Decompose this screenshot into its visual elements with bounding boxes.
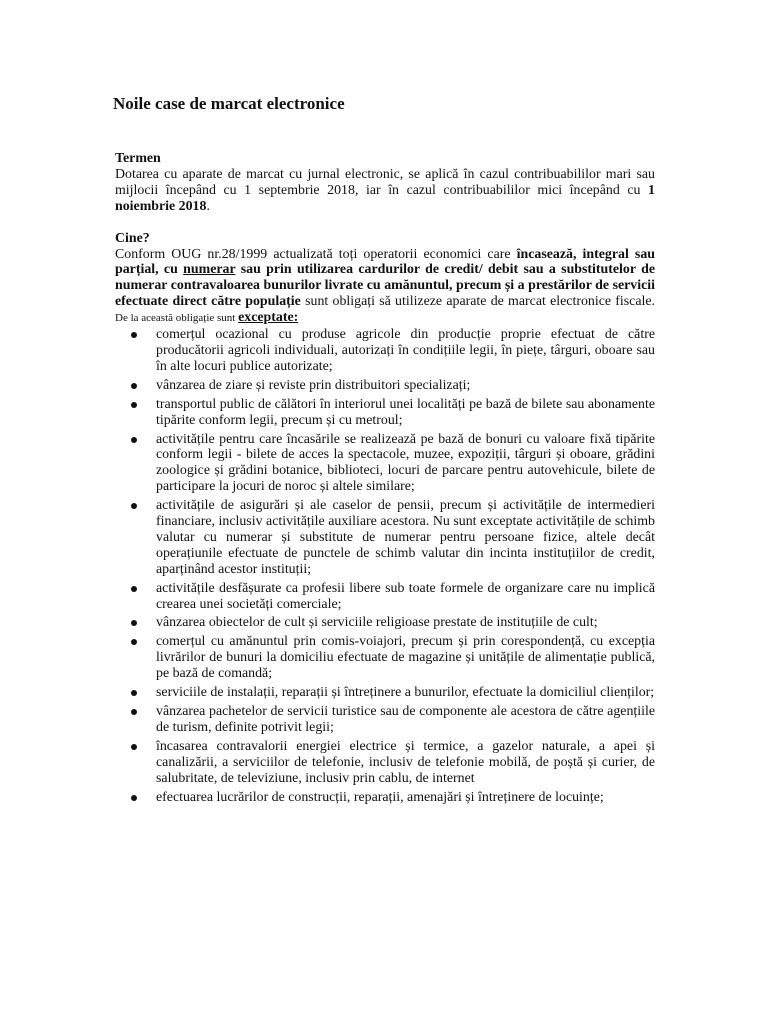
bullet-icon (131, 639, 137, 645)
cine-text-1: Conform OUG nr.28/1999 actualizată toți operatorii economici care (115, 246, 517, 262)
list-item-text: comerțul cu amănuntul prin comis-voiajori, precum și prin corespondență, cu excepția livrărilor de bunuri la domiciliu efectuate de magazine și unitățile de alimentație publică, pe bază de comandă; (156, 634, 655, 682)
spacer (115, 215, 655, 231)
list-item (115, 615, 655, 631)
bullet-icon (131, 402, 137, 408)
list-item-text: vânzarea pachetelor de servicii turistice sau de componente ale acestora de către agențiile de turism, definite potrivit legii; (156, 704, 655, 735)
termen-date: 1 noiembrie 2018 (115, 182, 655, 214)
list-item-text: comerțul ocazional cu produse agricole din producție proprie efectuat de către producătorii agricoli individuali, autorizați în condițiile legii, în piețe, târguri, oboare sau în alte locuri publice autorizate; (156, 327, 655, 374)
termen-heading: Termen (115, 151, 161, 166)
list-item-text: activitățile de asigurări și ale caselor de pensii, precum și activitățile de intermedieri financiare, inclusiv activitățile auxiliare acestora. Nu sunt exceptate activitățile de schimb valutar cu numerar și substitute de numerar pentru persoane fizice, altele decât operațiunile efectuate de punctele de schimb valutar din incinta instituțiilor de credit, aparținând acestor instituții; (156, 498, 655, 577)
cine-excepted: exceptate: (238, 310, 299, 326)
exceptions-list (115, 327, 655, 805)
bullet-icon (131, 437, 137, 443)
cine-bold-1: încasează, integral sau parțial, cu (115, 246, 655, 278)
list-item (115, 432, 655, 496)
bullet-icon (131, 620, 137, 626)
cine-heading: Cine? (115, 230, 150, 246)
list-item (115, 581, 655, 613)
list-item-text: vânzarea de ziare și reviste prin distribuitori specializați; (156, 377, 471, 393)
bullet-icon (131, 586, 137, 592)
cine-bold-underlined: numerar (183, 262, 236, 278)
list-item-text: activitățile pentru care încasările se realizează pe bază de bonuri cu valoare fixă tipărite conform legii - bilete de acces la spectacole, muzee, expoziții, târguri și oboare, grădini zoologice și grădini botanice, biblioteci, locuri de parcare pentru autovehicule, bilete de participare la jocuri de noroc și altele similare; (156, 431, 655, 495)
list-item-text: activitățile desfășurate ca profesii libere sub toate formele de organizare care nu implică crearea unei societăți comerciale; (156, 580, 655, 612)
bullet-icon (131, 709, 137, 715)
bullet-icon (131, 690, 137, 696)
list-item (115, 685, 655, 701)
list-item (115, 704, 655, 736)
bullet-icon (131, 744, 137, 750)
list-item-text: vânzarea obiectelor de cult și serviciile religioase prestate de instituțiile de cult; (156, 615, 598, 631)
document-title: Noile case de marcat electronice (113, 94, 345, 113)
list-item (115, 739, 655, 787)
list-item (115, 378, 655, 394)
cine-paragraph (115, 247, 655, 328)
list-item-text: încasarea contravalorii energiei electrice și termice, a gazelor naturale, a apei și canalizării, a serviciilor de telefonie, inclusiv de telefonie mobilă, de poștă și curier, de salubritate, de televiziune, inclusiv prin cablu, de internet (156, 738, 655, 786)
list-item (115, 498, 655, 578)
cine-small-text: De la această obligație sunt (115, 312, 239, 325)
termen-end: . (206, 198, 210, 214)
cine-text-2: sunt obligați să utilizeze aparate de marcat electronice fiscale. (300, 294, 655, 310)
list-item-text: serviciile de instalații, reparații și întreținere a bunurilor, efectuate la domiciliul clienților; (156, 685, 655, 701)
termen-paragraph (115, 167, 655, 215)
list-item (115, 790, 655, 806)
bullet-icon (131, 332, 137, 338)
document-body (115, 151, 655, 808)
bullet-icon (131, 795, 137, 801)
list-item-text: transportul public de călători în interiorul unei localități pe bază de bilete sau abonamente tipărite conform legii, precum și cu metroul; (156, 396, 655, 428)
list-item (115, 634, 655, 682)
termen-text: Dotarea cu aparate de marcat cu jurnal electronic, se aplică în cazul contribuabililor mari sau mijlocii începând cu 1 septembrie 2018, iar în cazul contribuabililor mici începând cu (115, 166, 655, 198)
bullet-icon (131, 503, 137, 509)
list-item (115, 397, 655, 429)
list-item (115, 327, 655, 375)
list-item-text: efectuarea lucrărilor de construcții, reparații, amenajări și întreținere de locuințe; (156, 789, 604, 805)
cine-bold-2: sau prin utilizarea cardurilor de credit/ debit sau a substitutelor de numerar contravaloarea bunurilor livrate cu amănuntul, precum și a prestărilor de servicii efectuate direct către populație (115, 262, 655, 310)
bullet-icon (131, 383, 137, 389)
